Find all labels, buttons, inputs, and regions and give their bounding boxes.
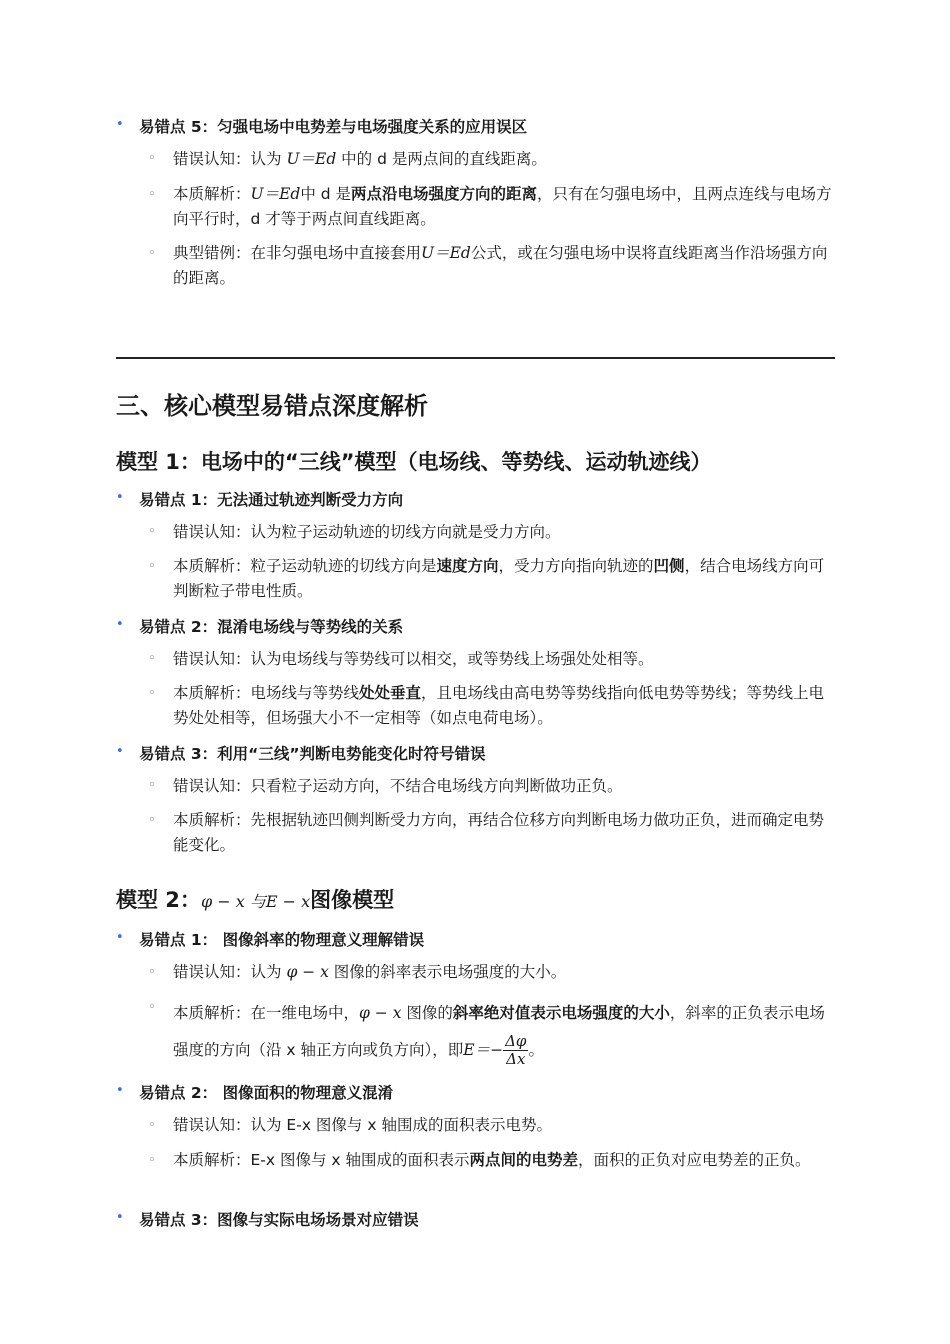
formula-fraction: $\frac{\Delta\varphi}{\Delta x}$ xyxy=(505,1032,527,1068)
model1-point3-essence: 本质解析：先根据轨迹凹侧判断受力方向，再结合位移方向判断电场力做功正负，进而确定电势能变化。 xyxy=(173,811,825,854)
model2-point2-title: 易错点 2： 图像面积的物理意义混淆 xyxy=(139,1084,394,1102)
model1-point2-title: 易错点 2：混淆电场线与等势线的关系 xyxy=(139,618,404,636)
point5-title: 易错点 5：匀强电场中电势差与电场强度关系的应用误区 xyxy=(139,118,528,136)
point5-typical: 典型错例：在非匀强电场中直接套用U＝Ed公式，或在匀强电场中误将直线距离当作沿场强方向的距离。 xyxy=(173,244,828,287)
sub-bullet-icon: ◦ xyxy=(148,187,156,202)
sub-bullet-icon: ◦ xyxy=(148,778,156,793)
bullet-icon: • xyxy=(116,1210,124,1225)
model2-point2-wrong: 错误认知：认为 E-x 图像与 x 轴围成的面积表示电势。 xyxy=(173,1116,552,1134)
bullet-icon: • xyxy=(116,617,124,632)
model1-point1-title: 易错点 1：无法通过轨迹判断受力方向 xyxy=(139,491,404,509)
model1-point1-wrong: 错误认知：认为粒子运动轨迹的切线方向就是受力方向。 xyxy=(173,523,561,541)
model1-point2-essence: 本质解析：电场线与等势线处处垂直，且电场线由高电势等势线指向低电势等势线；等势线上电势处处相等，但场强大小不一定相等（如点电荷电场）。 xyxy=(173,684,825,727)
model1-title: 模型 1：电场中的“三线”模型（电场线、等势线、运动轨迹线） xyxy=(116,450,712,474)
model1-point2-wrong: 错误认知：认为电场线与等势线可以相交，或等势线上场强处处相等。 xyxy=(173,650,654,668)
bullet-icon: • xyxy=(116,744,124,759)
bullet-icon: • xyxy=(116,490,124,505)
model1-point1-essence: 本质解析：粒子运动轨迹的切线方向是速度方向，受力方向指向轨迹的凹侧，结合电场线方向可判断粒子带电性质。 xyxy=(173,557,825,600)
sub-bullet-icon: ◦ xyxy=(148,1153,156,1168)
section-divider xyxy=(116,357,835,359)
sub-bullet-icon: ◦ xyxy=(148,651,156,666)
model2-point1-wrong: 错误认知：认为 φ − x 图像的斜率表示电场强度的大小。 xyxy=(173,963,567,981)
sub-bullet-icon: ◦ xyxy=(148,1118,156,1133)
model1-point3-wrong: 错误认知：只看粒子运动方向，不结合电场线方向判断做功正负。 xyxy=(173,777,623,795)
sub-bullet-icon: ◦ xyxy=(148,813,156,828)
sub-bullet-icon: ◦ xyxy=(148,524,156,539)
model1-point3-title: 易错点 3：利用“三线”判断电势能变化时符号错误 xyxy=(139,745,486,763)
model2-point1-title: 易错点 1： 图像斜率的物理意义理解错误 xyxy=(139,931,425,949)
model2-title: 模型 2：φ − x 与E − x图像模型 xyxy=(116,888,395,912)
bullet-icon: • xyxy=(116,117,124,132)
sub-bullet-icon: ◦ xyxy=(148,151,156,166)
section3-title: 三、核心模型易错点深度解析 xyxy=(116,392,428,420)
point5-wrong: 错误认知：认为 U＝Ed 中的 d 是两点间的直线距离。 xyxy=(173,150,547,168)
sub-bullet-icon: ◦ xyxy=(148,1000,156,1015)
model2-point1-essence: 本质解析：在一维电场中，φ − x 图像的斜率绝对值表示电场强度的大小，斜率的正负表示电场强度的方向（沿 x 轴正方向或负方向），即E＝− $\frac{\Delta\varphi}{\Delta x}$ 。 xyxy=(173,1004,825,1068)
bullet-icon: • xyxy=(116,930,124,945)
model2-point3-title: 易错点 3：图像与实际电场场景对应错误 xyxy=(139,1211,419,1229)
sub-bullet-icon: ◦ xyxy=(148,686,156,701)
sub-bullet-icon: ◦ xyxy=(148,246,156,261)
point5-essence: 本质解析：U＝Ed中 d 是两点沿电场强度方向的距离，只有在匀强电场中，且两点连线与电场方向平行时，d 才等于两点间直线距离。 xyxy=(173,185,832,228)
model2-point2-essence: 本质解析：E-x 图像与 x 轴围成的面积表示两点间的电势差，面积的正负对应电势差的正负。 xyxy=(173,1151,811,1169)
sub-bullet-icon: ◦ xyxy=(148,965,156,980)
bullet-icon: • xyxy=(116,1083,124,1098)
sub-bullet-icon: ◦ xyxy=(148,559,156,574)
